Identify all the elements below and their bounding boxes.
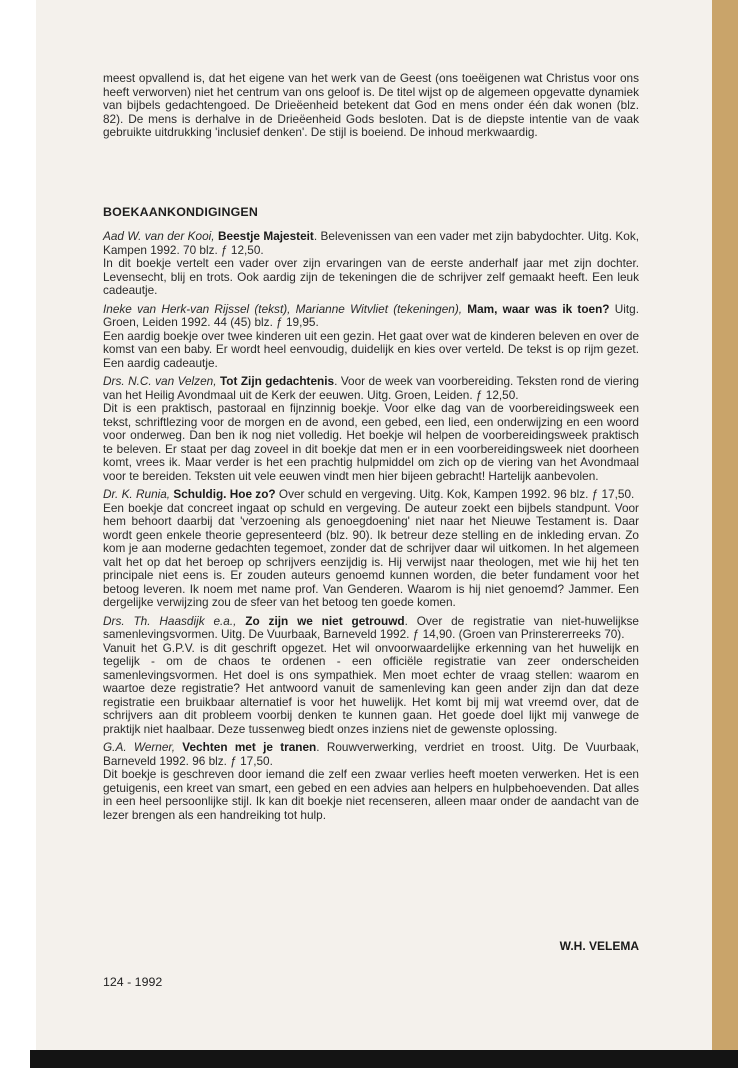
review-entry (103, 741, 639, 822)
review-citation (103, 615, 639, 642)
review-list (103, 230, 639, 827)
section-heading: BOEKAANKONDIGINGEN (103, 205, 259, 219)
review-author: Drs. Th. Haasdijk e.a., (103, 613, 237, 628)
review-citation (103, 375, 639, 402)
review-author: G.A. Werner, (103, 740, 175, 754)
review-meta: Uitg. Groen, Leiden 1992. 44 (45) blz. ƒ 19,95. (103, 301, 639, 329)
review-citation (103, 303, 639, 330)
review-meta: . Voor de week van voorbereiding. Teksten rond de viering van het Heilig Avondmaal uit de Kerk der eeuwen. Uitg. Groen, Leiden. ƒ 12,50. (103, 374, 639, 402)
review-title: Vechten met je tranen (182, 740, 317, 754)
review-body: Dit is een praktisch, pastoraal en fijnzinnig boekje. Voor elke dag van de voorbereidingsweek een tekst, schriftlezing voor de morgen en de avond, een gebed, een lied, een onderwijzing en een woord voor onderweg. Dan ben ik nog niet volledig. Het boekje wil helpen de voorbereidingsweek praktisch te beleven. Er staat per dag zoveel in dit boekje dat men er in een voorbereidingsweek niet doorheen komt, vrees ik. Maar verder is het een prachtig hulpmiddel om zich op de viering van het Avondmaal voor te bereiden. Teksten uit vele eeuwen vindt men hier bijeen gebracht! Hartelijk aanbevolen. (103, 401, 639, 483)
review-meta: . Rouwverwerking, verdriet en troost. Uitg. De Vuurbaak, Barneveld 1992. 96 blz. ƒ 17,50. (103, 740, 639, 768)
review-author: Dr. K. Runia, (103, 487, 171, 501)
review-author: Drs. N.C. van Velzen, (103, 374, 217, 388)
review-entry (103, 303, 639, 371)
intro-paragraph: meest opvallend is, dat het eigene van het werk van de Geest (ons toeëigenen wat Christus voor ons heeft verworven) niet het centrum van ons geloof is. De titel wijst op de algemeen opgevatte dynamiek van bijbels gedachtengoed. De Drieëenheid betekent dat God en mens onder één dak wonen (blz. 82). De mens is derhalve in de Drieëenheid Gods besloten. Dat is de diepste intentie van de vaak gebruikte uitdrukking 'inclusief denken'. De stijl is boeiend. De inhoud merkwaardig. (103, 71, 639, 139)
review-body: In dit boekje vertelt een vader over zijn ervaringen van de eerste anderhalf jaar met zijn dochter. Levensecht, blij en trots. Ook aardig zijn de tekeningen die de schrijver zelf gemaakt heeft. Een leuk cadeautje. (103, 256, 639, 297)
review-body: Een aardig boekje over twee kinderen uit een gezin. Het gaat over wat de kinderen beleven en over de komst van een baby. Er wordt heel eenvoudig, duidelijk en kies over verteld. De tekst is op rijm gezet. Een aardig cadeautje. (103, 328, 639, 370)
scan-margin-bottom (30, 1050, 738, 1068)
scan-margin-right (712, 0, 738, 1050)
review-title: Schuldig. Hoe zo? (173, 487, 276, 501)
review-title: Mam, waar was ik toen? (467, 301, 610, 316)
review-meta: Over schuld en vergeving. Uitg. Kok, Kampen 1992. 96 blz. ƒ 17,50. (275, 487, 635, 501)
review-title: Tot Zijn gedachtenis (219, 374, 335, 388)
review-citation (103, 488, 639, 502)
page-number: 124 - 1992 (103, 975, 163, 989)
review-entry (103, 375, 639, 483)
scan-margin-left (0, 0, 36, 1068)
review-citation (103, 741, 639, 768)
review-citation (103, 230, 639, 257)
review-body: Dit boekje is geschreven door iemand die zelf een zwaar verlies heeft moeten verwerken. Het is een getuigenis, een kreet van smart, een gebed en een advies aan helpers en hulpbehoevenden. Dat alles in een heel persoonlijke stijl. Ik kan dit boekje niet recenseren, alleen maar onder de aandacht van de lezer brengen als een handreiking tot hulp. (103, 767, 639, 822)
review-author: Aad W. van der Kooi, (103, 229, 215, 243)
review-meta: . Over de registratie van niet-huwelijkse samenlevingsvormen. Uitg. De Vuurbaak, Barneveld 1992. ƒ 14,90. (Groen van Prinstererreeks 70). (103, 613, 639, 641)
review-body: Vanuit het G.P.V. is dit geschrift opgezet. Het wil onvoorwaardelijke erkenning van het huwelijk en tegelijk - om de chaos te ordenen - een officiële registratie van zeer onderscheiden samenlevingsvormen. Het doel is ons sympathiek. Men moet echter de vraag stellen: waarom en waartoe deze registratie? Het antwoord vanuit de samenleving kan geen ander zijn dan dat deze registratie een bruikbaar alternatief is voor het huwelijk. Het komt bij mij wat vreemd over, dat de schrijvers aan dit probleem voorbij denken te kunnen gaan. Het goede doel lijkt mij vanwege de praktijk niet haalbaar. Deze tussenweg biedt onzes inziens niet de gewenste oplossing. (103, 640, 639, 736)
review-author: Ineke van Herk-van Rijssel (tekst), Marianne Witvliet (tekeningen), (103, 301, 463, 316)
review-title: Zo zijn we niet getrouwd (245, 613, 405, 628)
review-title: Beestje Majesteit (218, 229, 314, 243)
review-entry (103, 615, 639, 737)
review-entry (103, 488, 639, 610)
review-entry (103, 230, 639, 298)
signature: W.H. VELEMA (559, 939, 639, 953)
review-meta: . Belevenissen van een vader met zijn babydochter. Uitg. Kok, Kampen 1992. 70 blz. ƒ 12,50. (103, 229, 640, 257)
review-body: Een boekje dat concreet ingaat op schuld en vergeving. De auteur zoekt een bijbels standpunt. Voor hem behoort daarbij dat 'verzoening als genoegdoening' niet naar het Nieuwe Testament is. Daar wordt geen enkele theorie gepresenteerd (blz. 90). Ik betreur deze stelling en de inkleding ervan. Zo kom je aan moderne gedachten tegemoet, zonder dat de schrijver daar wil uitkomen. In het algemeen valt het op dat het beroep op schrijvers eenzijdig is. Hij verwijst naar theologen, met wie hij het ten principale niet eens is. Er zouden auteurs genoemd kunnen worden, die beter fundament voor het betoog leveren. Ik noem met name prof. Van Genderen. Waarom is hij niet genoemd? Jammer. Een dergelijke verwijzing zou de sfeer van het betoog ten goede komen. (103, 500, 639, 609)
